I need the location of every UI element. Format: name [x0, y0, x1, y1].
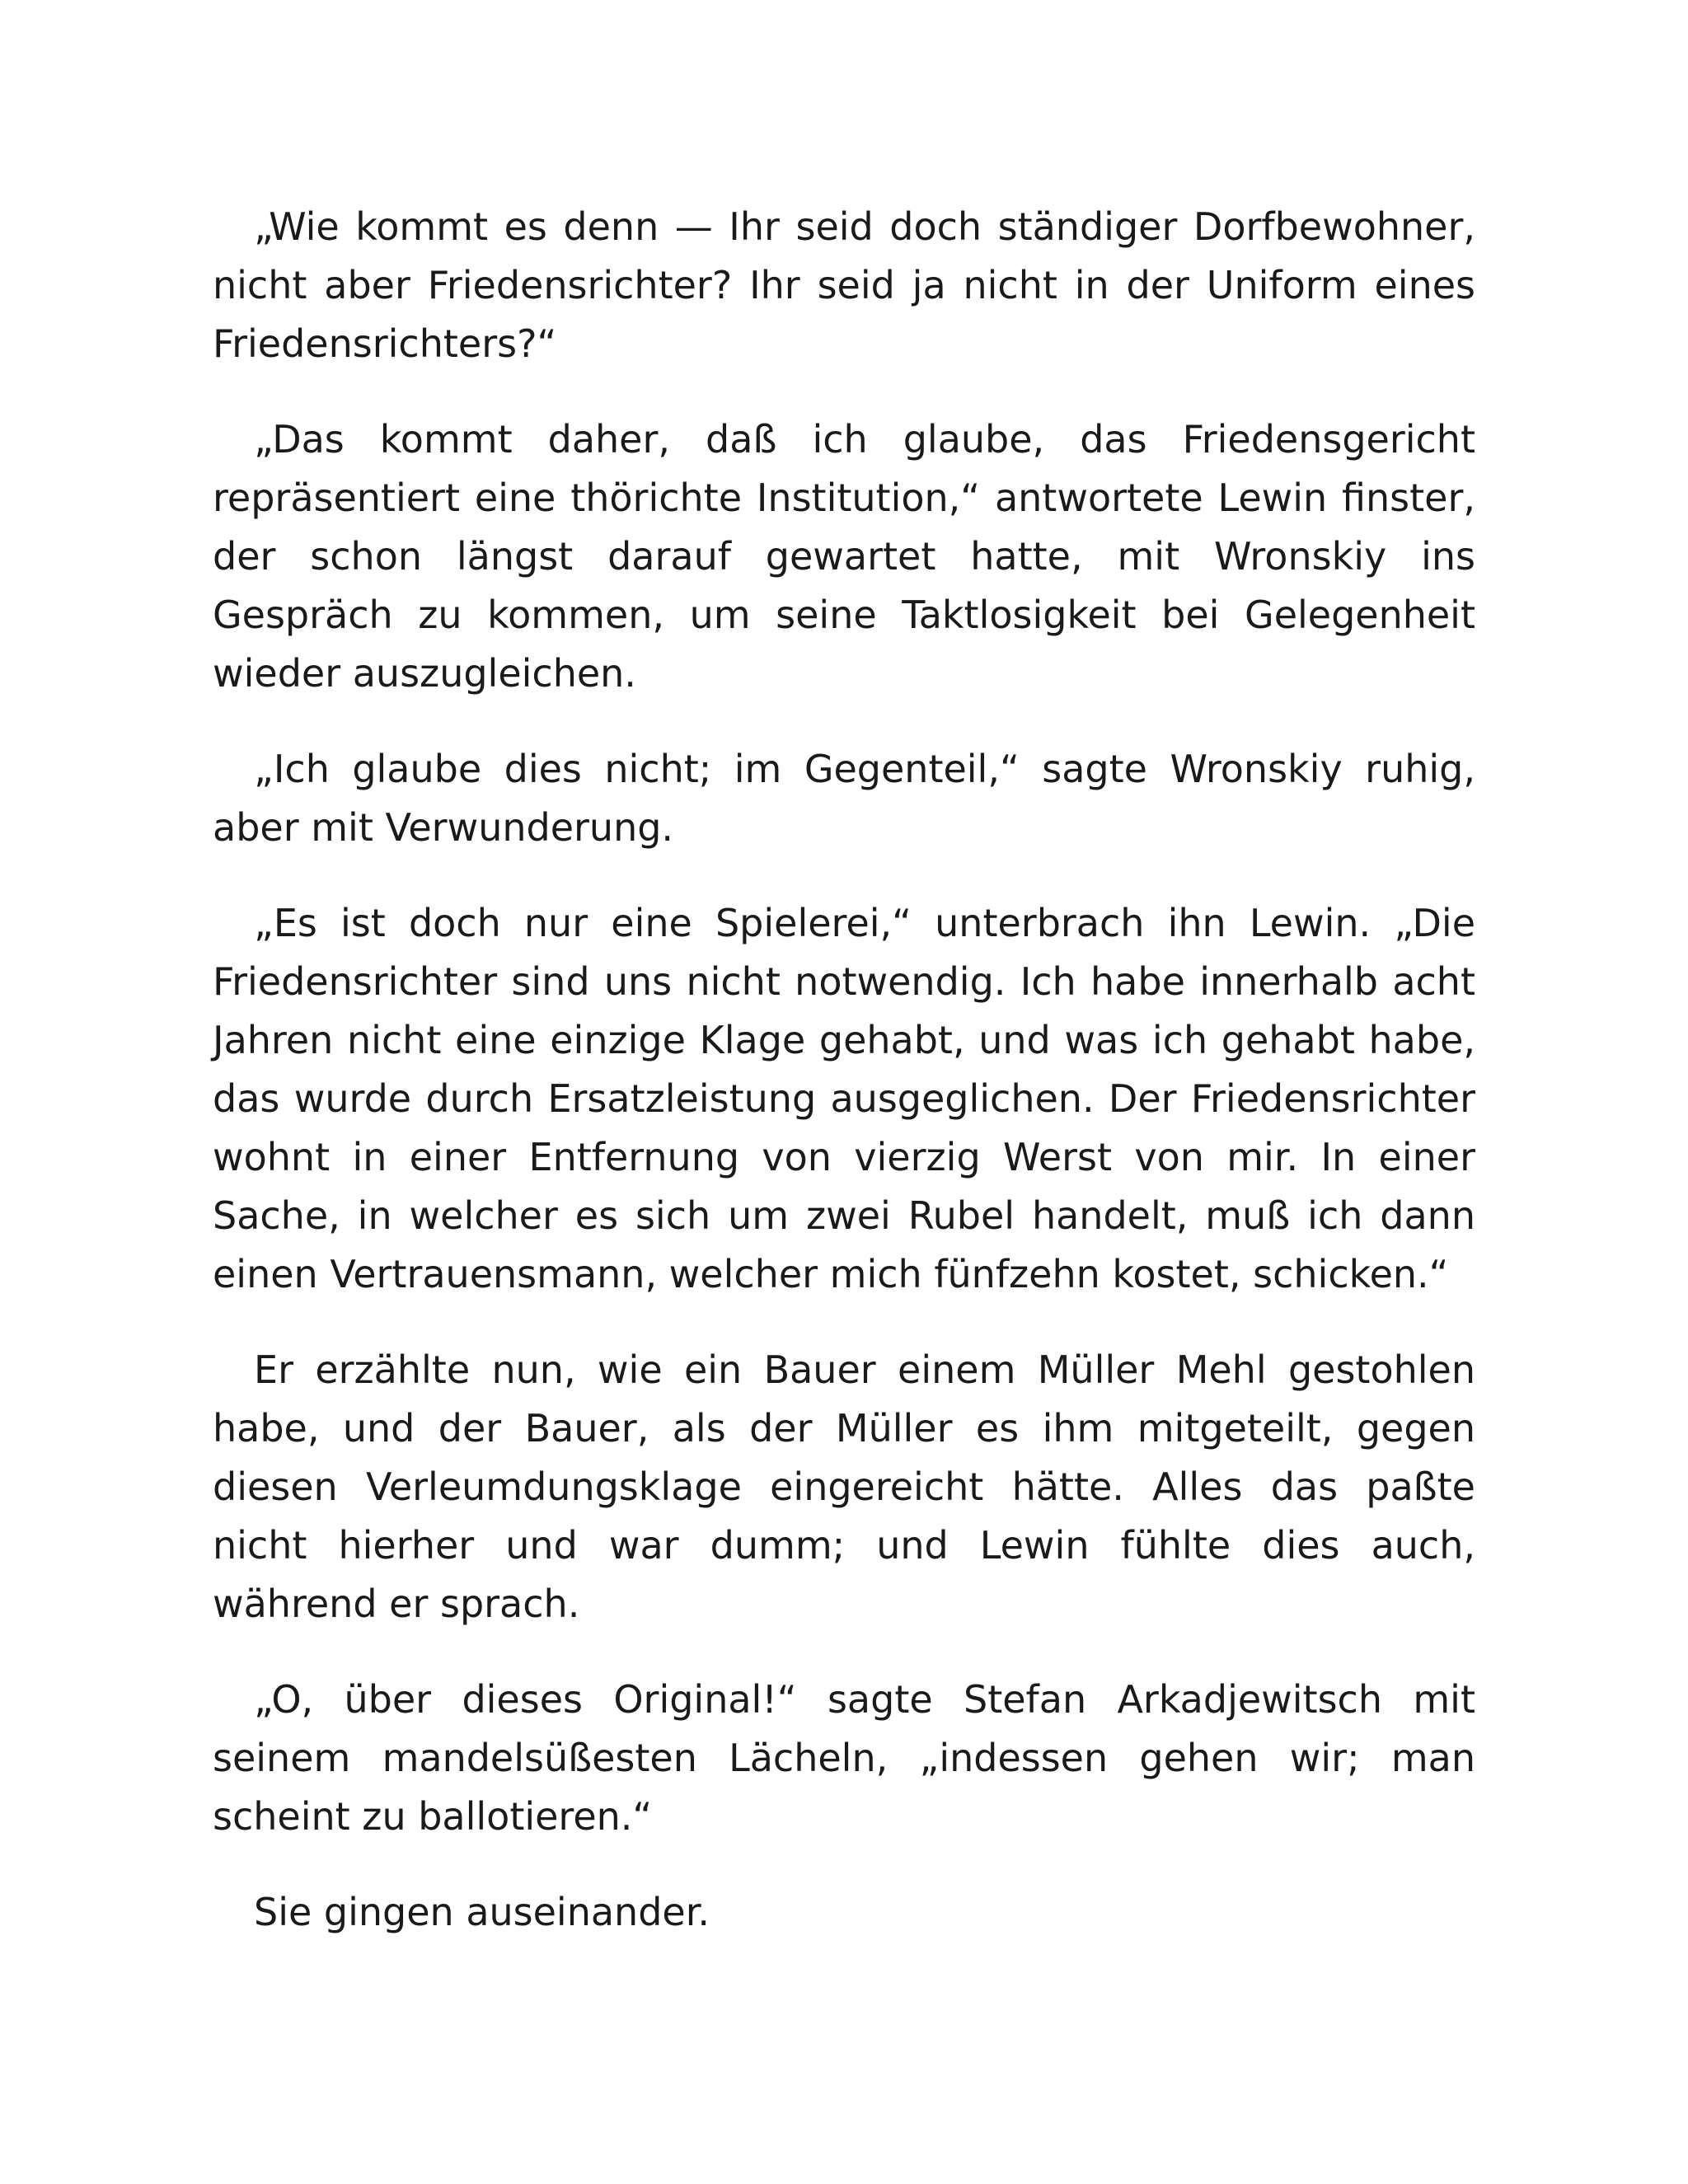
paragraph-1: „Wie kommt es denn — Ihr seid doch ständiger Dorfbewohner, nicht aber Friedensrichter? Ihr seid ja nicht in der Uniform eines Friedensrichters?“ [213, 204, 1475, 366]
paragraph-6: „O, über dieses Original!“ sagte Stefan Arkadjewitsch mit seinem mandelsüßesten Lächeln, „indessen gehen wir; man scheint zu ballotieren.“ [213, 1677, 1475, 1839]
paragraph-7: Sie gingen auseinander. [254, 1890, 710, 1934]
body-text [213, 198, 1475, 1979]
paragraph-4: „Es ist doch nur eine Spielerei,“ unterbrach ihn Lewin. „Die Friedensrichter sind uns nicht notwendig. Ich habe innerhalb acht Jahren nicht eine einzige Klage gehabt, und was ich gehabt habe, das wurde durch Ersatzleistung ausgeglichen. Der Friedensrichter wohnt in einer Entfernung von vierzig Werst von mir. In einer Sache, in welcher es sich um zwei Rubel handelt, muß ich dann einen Vertrauensmann, welcher mich fünfzehn kostet, schicken.“ [213, 901, 1475, 1296]
paragraph-3: „Ich glaube dies nicht; im Gegenteil,“ sagte Wronskiy ruhig, aber mit Verwunderung. [213, 747, 1475, 850]
paragraph-5: Er erzählte nun, wie ein Bauer einem Müller Mehl gestohlen habe, und der Bauer, als der Müller es ihm mitgeteilt, gegen diesen Verleumdungsklage eingereicht hätte. Alles das paßte nicht hierher und war dumm; und Lewin fühlte dies auch, während er sprach. [213, 1347, 1475, 1626]
paragraph-2: „Das kommt daher, daß ich glaube, das Friedensgericht repräsentiert eine thörichte Institution,“ antwortete Lewin finster, der schon längst darauf gewartet hatte, mit Wronskiy ins Gespräch zu kommen, um seine Taktlosigkeit bei Gelegenheit wieder auszugleichen. [213, 417, 1475, 696]
